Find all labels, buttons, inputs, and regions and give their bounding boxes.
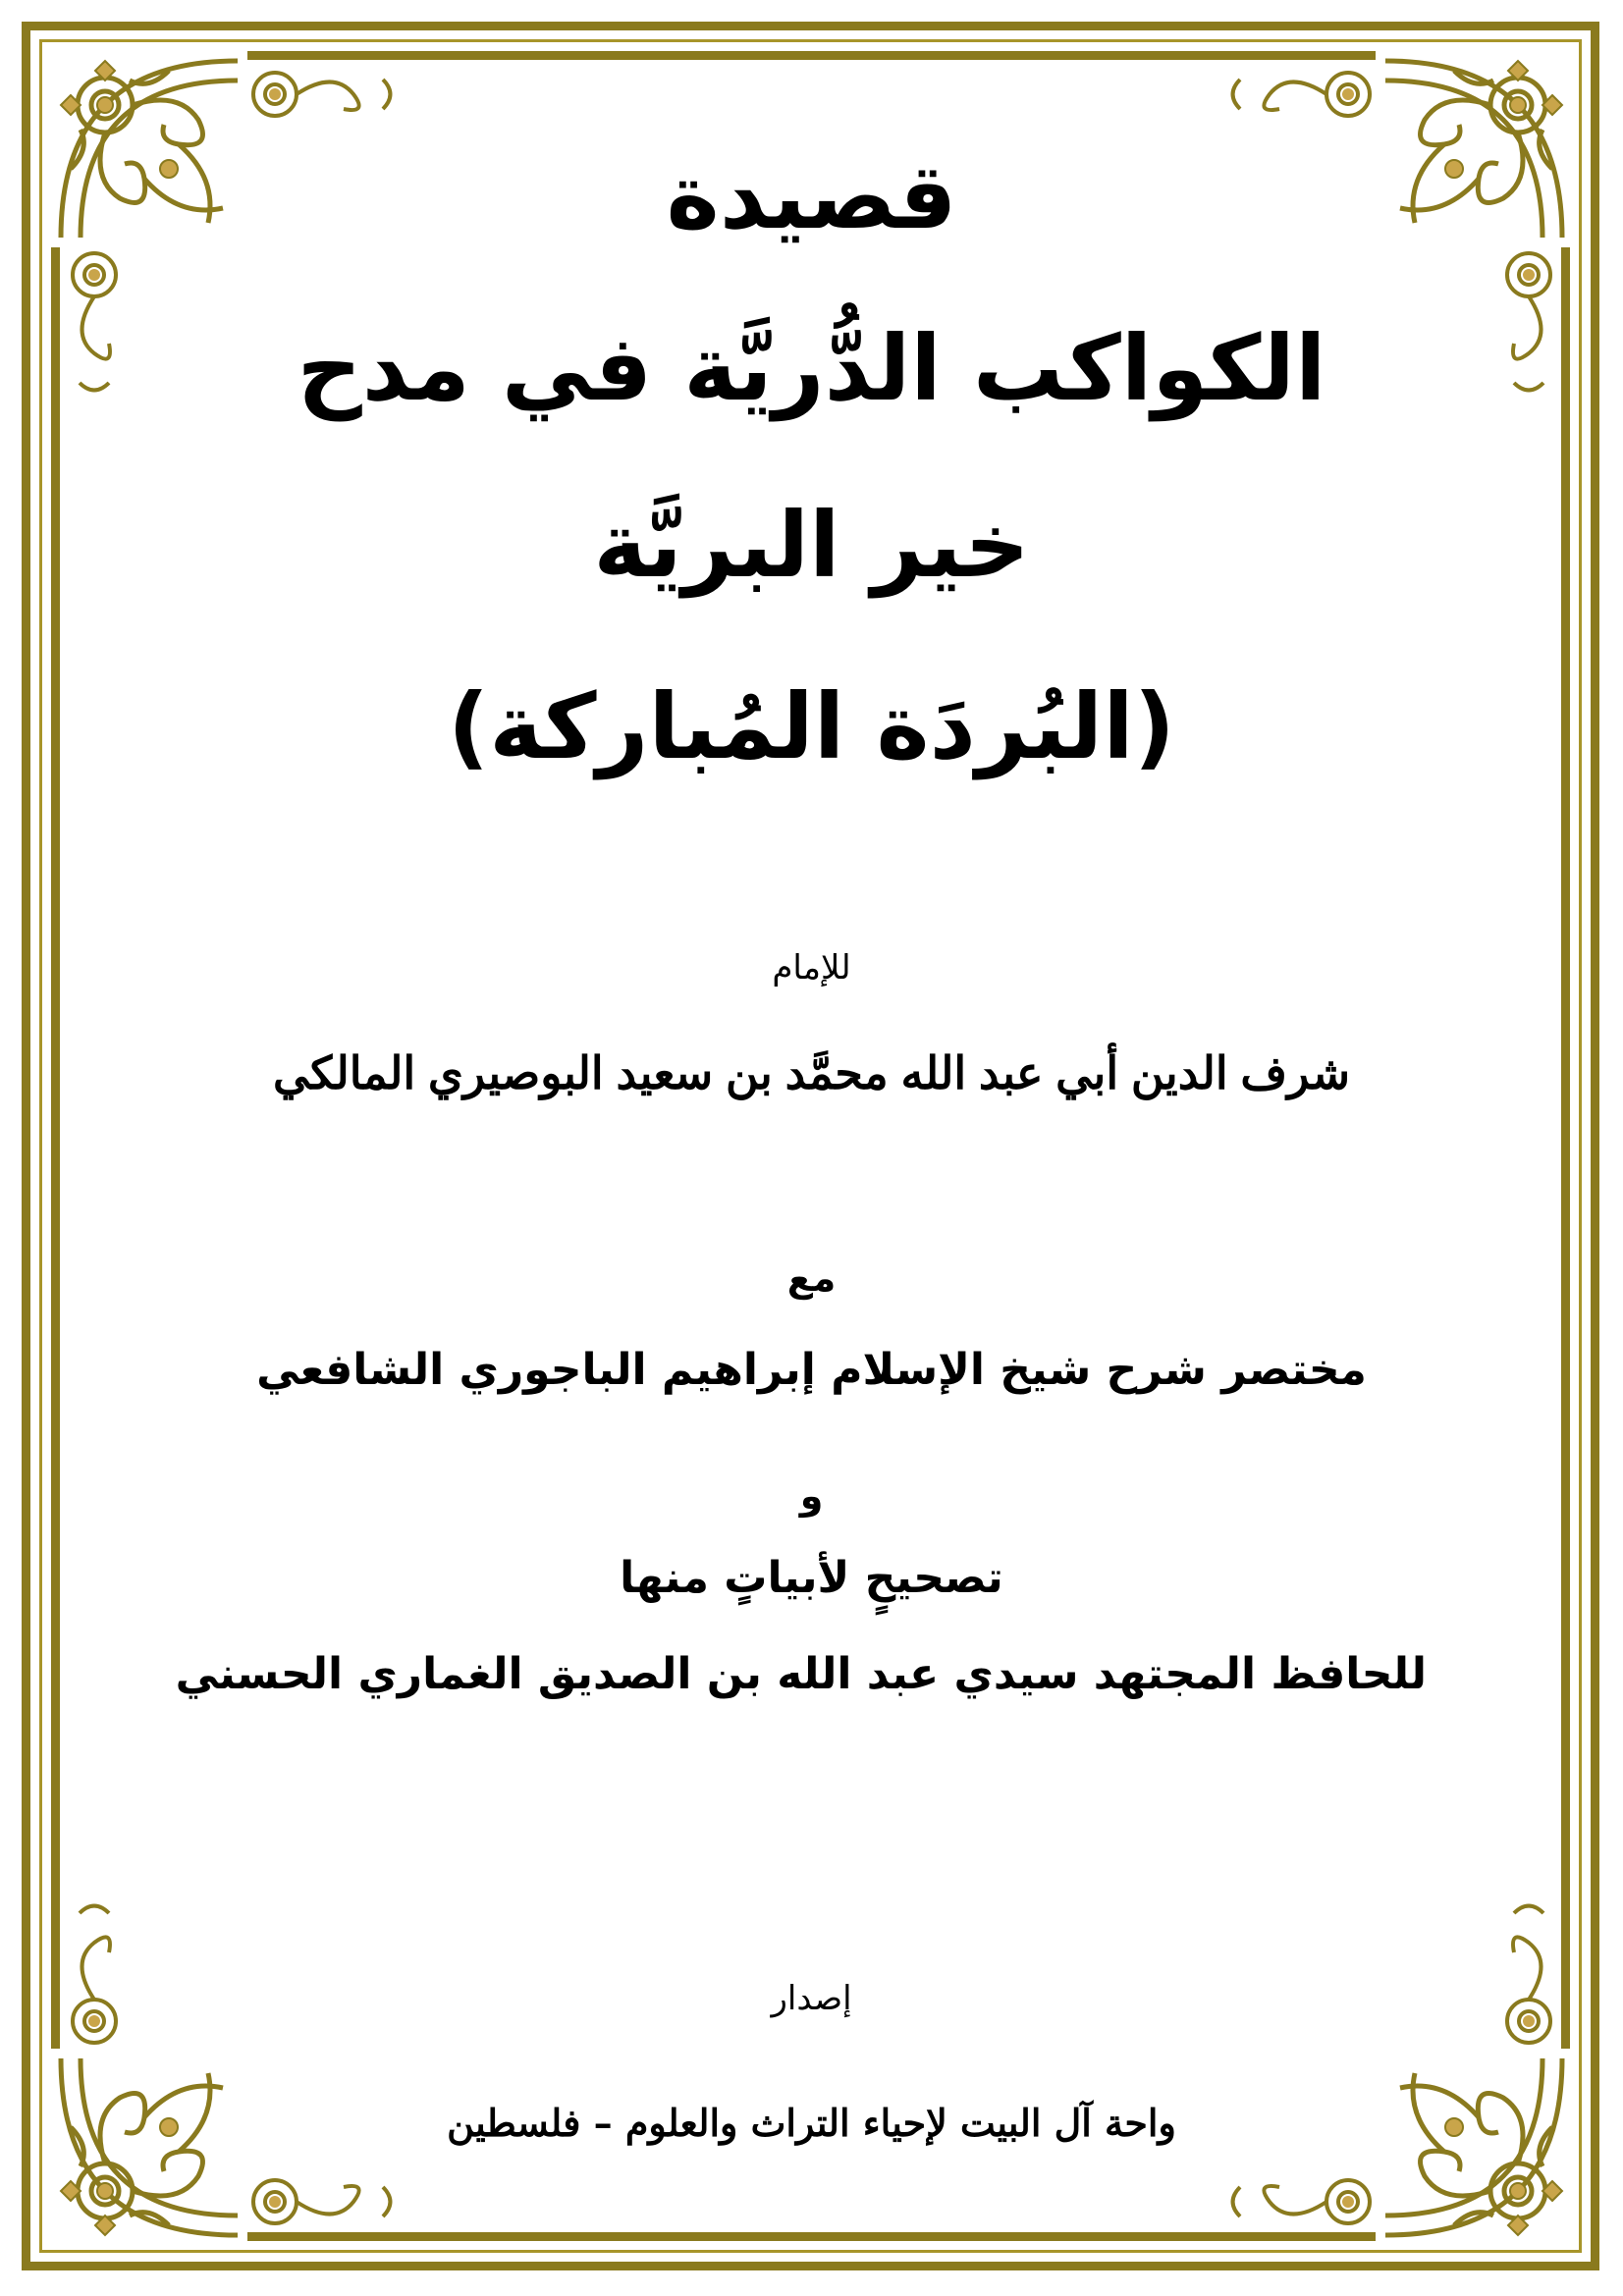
title-page-content <box>175 0 1427 2296</box>
publisher-name: واحة آل البيت لإحياء التراث والعلوم – فلسطين <box>447 2101 1176 2145</box>
with-label: مع <box>786 1256 837 1300</box>
scroll-ornament-icon <box>60 236 129 402</box>
correction-title: تصحيحٍ لأبياتٍ منها <box>620 1553 1003 1603</box>
issue-label: إصدار <box>771 1979 852 2018</box>
and-label: و <box>799 1474 824 1518</box>
title-line-2: الكواكب الدُّريَّة في مدح <box>297 316 1326 421</box>
title-line-3: خير البريَّة <box>593 493 1030 598</box>
title-line-1: قصيدة <box>666 144 957 249</box>
scroll-ornament-icon <box>1494 236 1563 402</box>
author-name: شرف الدين أبي عبد الله محمَّد بن سعيد البوصيري المالكي <box>272 1047 1351 1098</box>
scroll-ornament-icon <box>1494 1894 1563 2060</box>
imam-label: للإمام <box>772 948 851 988</box>
commentary-title: مختصر شرح شيخ الإسلام إبراهيم الباجوري الشافعي <box>256 1345 1367 1395</box>
hafiz-name: للحافظ المجتهد سيدي عبد الله بن الصديق الغماري الحسني <box>175 1649 1427 1699</box>
title-line-4: (البُردَة المُباركة) <box>448 674 1175 779</box>
scroll-ornament-icon <box>60 1894 129 2060</box>
